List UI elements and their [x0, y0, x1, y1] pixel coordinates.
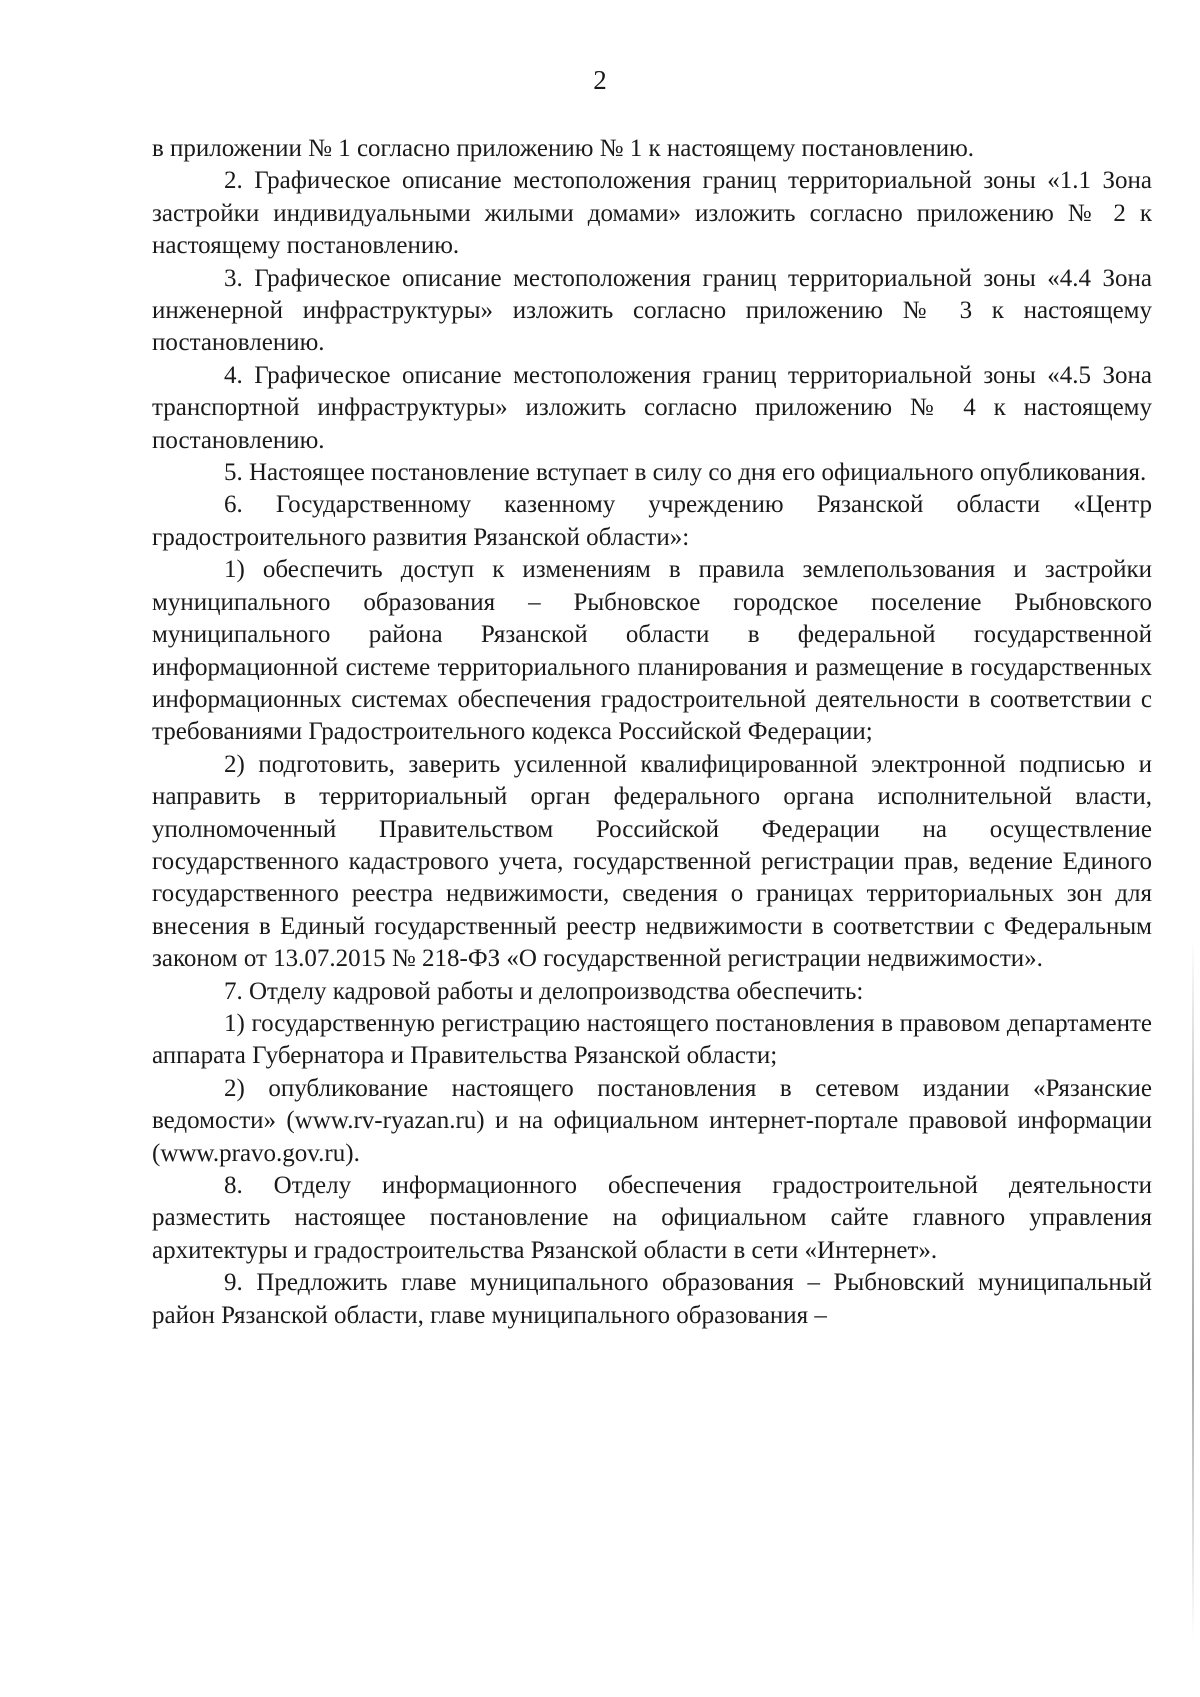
paragraph-item-6-sub-2: 2) подготовить, заверить усиленной квалифицированной электронной подписью и направить в территориальный орган федерального органа исполнительной власти, уполномоченный Правительством Российской Федерации на осуществление государственного кадастрового учета, государственной регистрации прав, ведение Единого государственного реестра недвижимости, сведения о границах территориальных зон для внесения в Единый государственный реестр недвижимости в соответствии с Федеральным законом от 13.07.2015 № 218-ФЗ «О государственной регистрации недвижимости». [152, 750, 1152, 973]
paragraph-item-5: 5. Настоящее постановление вступает в силу со дня его официального опубликования. [224, 459, 1147, 487]
paragraph-item-2: 2. Графическое описание местоположения границ территориальной зоны «1.1 Зона застройки индивидуальными жилыми домами» изложить согласно приложению № 2 к настоящему постановлению. [152, 167, 1152, 260]
paragraph-item-9: 9. Предложить главе муниципального образования – Рыбновский муниципальный район Рязанской области, главе муниципального образования – [152, 1269, 1152, 1329]
page-number: 2 [593, 65, 607, 95]
paragraph-item-4: 4. Графическое описание местоположения границ территориальной зоны «4.5 Зона транспортной инфраструктуры» изложить согласно приложению № 4 к настоящему постановлению. [152, 361, 1152, 454]
scan-edge-shadow [1192, 940, 1194, 1640]
paragraph-item-7-sub-1: 1) государственную регистрацию настоящего постановления в правовом департаменте аппарата Губернатора и Правительства Рязанской области; [152, 1009, 1152, 1070]
paragraph-item-7-sub-2: 2) опубликование настоящего постановления в сетевом издании «Рязанские ведомости» (www.rv-ryazan.ru) и на официальном интернет-портале правовой информации (www.pravo.gov.ru). [152, 1074, 1152, 1167]
paragraph-item-6: 6. Государственному казенному учреждению Рязанской области «Центр градостроительного развития Рязанской области»: [152, 491, 1152, 551]
paragraph-item-6-sub-1: 1) обеспечить доступ к изменениям в правила землепользования и застройки муниципального образования – Рыбновское городское поселение Рыбновского муниципального района Рязанской области в федеральной государственной информационной системе территориального планирования и размещение в государственных информационных системах обеспечения градостроительной деятельности в соответствии с требованиями Градостроительного кодекса Российской Федерации; [152, 556, 1152, 746]
paragraph-continuation: в приложении № 1 согласно приложению № 1 к настоящему постановлению. [152, 135, 975, 162]
paragraph-item-7: 7. Отделу кадровой работы и делопроизводства обеспечить: [224, 977, 864, 1005]
paragraph-item-3: 3. Графическое описание местоположения границ территориальной зоны «4.4 Зона инженерной инфраструктуры» изложить согласно приложению № 3 к настоящему постановлению. [152, 264, 1152, 357]
document-body [152, 133, 1152, 1332]
paragraph-item-8: 8. Отделу информационного обеспечения градостроительной деятельности разместить настоящее постановление на официальном сайте главного управления архитектуры и градостроительства Рязанской области в сети «Интернет». [152, 1172, 1152, 1264]
